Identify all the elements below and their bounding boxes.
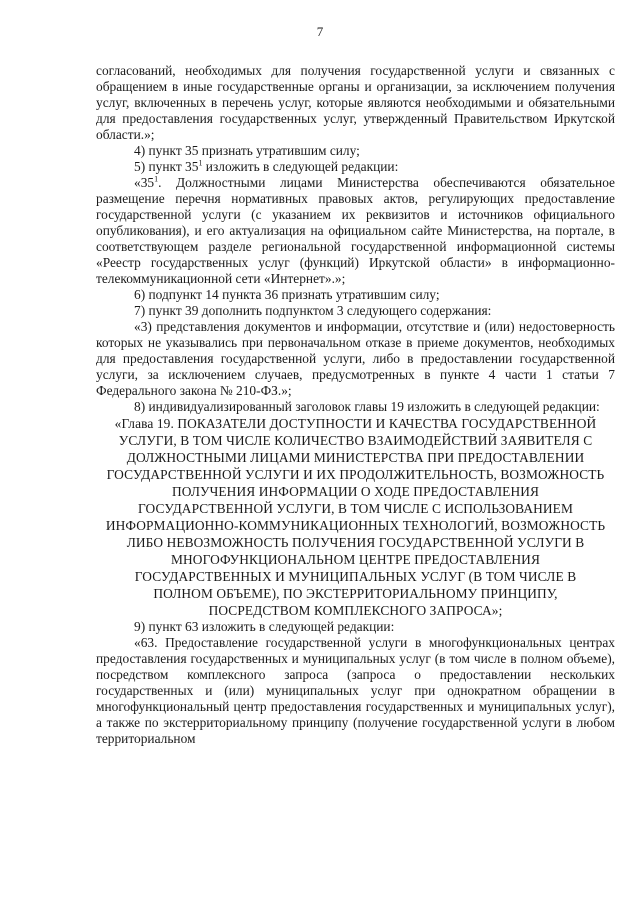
paragraph-point-63: «63. Предоставление государственной услуги в многофункциональных центрах предоставления государственных и муниципальных услуг (в том числе в полном объеме), посредством комплексного запроса (запроса о предоставлении нескольких государственных и (или) муниципальных услуг при однократном обращении в многофункциональный центр предоставления государственных и муниципальных услуг), а также по экстерриториальному принципу (получение государственной услуги в любом территориальном (96, 635, 615, 746)
superscript: 1 (198, 158, 203, 168)
paragraph-subitem-3: «3) представления документов и информации, отсутствие и (или) недостоверность которых не указывались при первоначальном отказе в приеме документов, необходимых для предоставления государственной услуги, либо в предоставлении государственной услуги, за исключением случаев, предусмотренных в пункте 4 части 1 статьи 7 Федерального закона № 210-ФЗ.»; (96, 319, 615, 398)
chapter-heading: «Глава 19. ПОКАЗАТЕЛИ ДОСТУПНОСТИ И КАЧЕСТВА ГОСУДАРСТВЕННОЙ УСЛУГИ, В ТОМ ЧИСЛЕ КОЛИЧЕСТВО ВЗАИМОДЕЙСТВИЙ ЗАЯВИТЕЛЯ С ДОЛЖНОСТНЫМИ ЛИЦАМИ МИНИСТЕРСТВА ПРИ ПРЕДОСТАВЛЕНИИ ГОСУДАРСТВЕННОЙ УСЛУГИ И ИХ ПРОДОЛЖИТЕЛЬНОСТЬ, ВОЗМОЖНОСТЬ ПОЛУЧЕНИЯ ИНФОРМАЦИИ О ХОДЕ ПРЕДОСТАВЛЕНИЯ ГОСУДАРСТВЕННОЙ УСЛУГИ, В ТОМ ЧИСЛЕ С ИСПОЛЬЗОВАНИЕМ ИНФОРМАЦИОННО-КОММУНИКАЦИОННЫХ ТЕХНОЛОГИЙ, ВОЗМОЖНОСТЬ ЛИБО НЕВОЗМОЖНОСТЬ ПОЛУЧЕНИЯ ГОСУДАРСТВЕННОЙ УСЛУГИ В МНОГОФУНКЦИОНАЛЬНОМ ЦЕНТРЕ ПРЕДОСТАВЛЕНИЯ ГОСУДАРСТВЕННЫХ И МУНИЦИПАЛЬНЫХ УСЛУГ (В ТОМ ЧИСЛЕ В ПОЛНОМ ОБЪЕМЕ), ПО ЭКСТЕРРИТОРИАЛЬНОМУ ПРИНЦИПУ, ПОСРЕДСТВОМ КОМПЛЕКСНОГО ЗАПРОСА»; (105, 416, 606, 618)
paragraph-item-7: 7) пункт 39 дополнить подпунктом 3 следующего содержания: (134, 303, 492, 318)
superscript: 1 (154, 174, 159, 184)
text-segment: 5) пункт 35 (134, 159, 199, 174)
text-segment: . Должностными лицами Министерства обеспечиваются обязательное размещение перечня нормативных правовых актов, регулирующих предоставление государственной услуги (с указанием их реквизитов и источников официального опубликования), и его актуализация на официальном сайте Министерства, на портале, в соответствующем разделе региональной государственной информационной системы «Реестр государственных услуг (функций) Иркутской области» в информационно-телекоммуникационной сети «Интернет».»; (96, 175, 615, 286)
text-segment: изложить в следующей редакции: (202, 159, 399, 174)
paragraph-continuation: согласований, необходимых для получения государственной услуги и связанных с обращением в иные государственные органы и организации, за исключением получения услуг, включенных в перечень услуг, которые являются необходимыми и обязательными для предоставления государственных услуг, утвержденный Правительством Иркутской области.»; (96, 63, 615, 142)
paragraph-item-9: 9) пункт 63 изложить в следующей редакции: (134, 619, 395, 634)
paragraph-item-8: 8) индивидуализированный заголовок главы 19 изложить в следующей редакции: (134, 399, 600, 414)
text-segment: «35 (134, 175, 155, 190)
document-body (96, 63, 615, 747)
page-number: 7 (316, 24, 324, 39)
paragraph-item-6: 6) подпункт 14 пункта 36 признать утратившим силу; (134, 287, 440, 302)
paragraph-point-35-1 (96, 175, 615, 287)
paragraph-item-5 (96, 159, 615, 175)
paragraph-item-4: 4) пункт 35 признать утратившим силу; (134, 143, 360, 158)
